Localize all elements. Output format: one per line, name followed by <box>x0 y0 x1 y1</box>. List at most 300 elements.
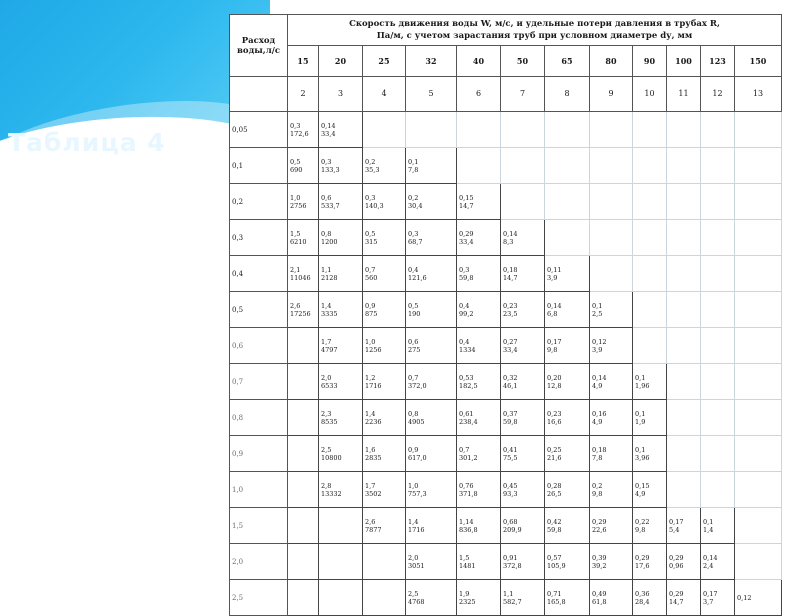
value-cell <box>545 328 590 364</box>
pressure-loss-value: 28,4 <box>635 597 650 606</box>
value-cell <box>501 508 545 544</box>
pressure-loss-value: 14,7 <box>459 201 474 210</box>
table-row <box>230 580 782 616</box>
pressure-loss-value: 1716 <box>408 525 425 534</box>
flow-rate-cell: 0,05 <box>230 112 288 148</box>
pressure-loss-value: 7,8 <box>592 453 603 462</box>
pressure-loss-value: 59,8 <box>547 525 562 534</box>
value-cell <box>545 436 590 472</box>
velocity-value: 0,1 <box>635 445 646 454</box>
table-row <box>230 328 782 364</box>
velocity-value: 2,5 <box>321 445 332 454</box>
pressure-loss-value: 2835 <box>365 453 382 462</box>
pressure-loss-value: 5,4 <box>669 525 680 534</box>
empty-cell <box>633 256 667 292</box>
velocity-value: 1,4 <box>321 301 332 310</box>
value-cell <box>319 472 363 508</box>
column-number-cell: 13 <box>735 77 782 112</box>
empty-cell <box>735 256 782 292</box>
velocity-value: 0,3 <box>290 121 301 130</box>
empty-cell <box>701 364 735 400</box>
pressure-loss-value: 371,8 <box>459 489 478 498</box>
table-row <box>230 256 782 292</box>
value-cell <box>545 508 590 544</box>
value-cell <box>406 220 457 256</box>
value-cell <box>406 472 457 508</box>
velocity-value: 0,11 <box>547 265 562 274</box>
empty-cell <box>667 292 701 328</box>
empty-cell <box>406 112 457 148</box>
pressure-loss-value: 121,6 <box>408 273 427 282</box>
pressure-loss-value: 3051 <box>408 561 425 570</box>
pressure-loss-value: 14,7 <box>669 597 684 606</box>
flow-rate-cell: 0,3 <box>230 220 288 256</box>
value-cell <box>457 220 501 256</box>
velocity-value: 0,2 <box>592 481 603 490</box>
value-cell <box>363 364 406 400</box>
value-cell <box>406 184 457 220</box>
value-cell <box>406 256 457 292</box>
value-cell <box>545 580 590 616</box>
pressure-loss-value: 4,9 <box>592 417 603 426</box>
value-cell <box>457 400 501 436</box>
velocity-value: 0,14 <box>703 553 718 562</box>
pressure-loss-value: 4797 <box>321 345 338 354</box>
value-cell <box>363 580 406 616</box>
velocity-value: 0,7 <box>365 265 376 274</box>
empty-cell <box>701 148 735 184</box>
empty-cell <box>735 508 782 544</box>
diameter-header-cell: 15 <box>288 46 319 77</box>
velocity-value: 0,37 <box>503 409 518 418</box>
pressure-loss-value: 39,2 <box>592 561 607 570</box>
column-number-row <box>230 77 782 112</box>
value-cell <box>701 544 735 580</box>
pressure-loss-value: 875 <box>365 309 378 318</box>
flow-rate-cell: 0,9 <box>230 436 288 472</box>
pressure-loss-value: 8535 <box>321 417 338 426</box>
velocity-value: 2,8 <box>321 481 332 490</box>
pressure-loss-value: 1334 <box>459 345 476 354</box>
velocity-value: 0,29 <box>592 517 607 526</box>
value-cell <box>633 508 667 544</box>
diameter-header-cell: 20 <box>319 46 363 77</box>
value-cell <box>457 328 501 364</box>
pressure-loss-value: 560 <box>365 273 378 282</box>
pressure-loss-value: 4,9 <box>592 381 603 390</box>
pressure-loss-value: 30,4 <box>408 201 423 210</box>
column-number-cell: 4 <box>363 77 406 112</box>
value-cell <box>319 148 363 184</box>
value-cell <box>363 508 406 544</box>
pressure-loss-value: 582,7 <box>503 597 522 606</box>
pressure-loss-value: 33,4 <box>459 237 474 246</box>
velocity-value: 0,3 <box>459 265 470 274</box>
velocity-value: 0,14 <box>547 301 562 310</box>
value-cell <box>457 508 501 544</box>
velocity-value: 0,20 <box>547 373 562 382</box>
value-cell <box>288 544 319 580</box>
velocity-value: 0,4 <box>459 301 470 310</box>
pressure-loss-value: 2,5 <box>592 309 603 318</box>
value-cell <box>701 508 735 544</box>
velocity-value: 0,28 <box>547 481 562 490</box>
velocity-value: 0,17 <box>669 517 684 526</box>
velocity-value: 2,5 <box>408 589 419 598</box>
value-cell <box>406 436 457 472</box>
pressure-loss-value: 372,0 <box>408 381 427 390</box>
pressure-loss-value: 1716 <box>365 381 382 390</box>
value-cell <box>288 184 319 220</box>
velocity-value: 0,8 <box>321 229 332 238</box>
value-cell <box>319 580 363 616</box>
value-cell <box>633 400 667 436</box>
table-title-line-2: Па/м, с учетом зарастания труб при условном диаметре dу, мм <box>376 31 693 41</box>
pressure-loss-value: 61,8 <box>592 597 607 606</box>
pressure-loss-value: 16,6 <box>547 417 562 426</box>
pressure-loss-value: 3335 <box>321 309 338 318</box>
pressure-loss-value: 21,6 <box>547 453 562 462</box>
empty-cell <box>735 400 782 436</box>
table-body <box>230 112 782 616</box>
value-cell <box>590 580 633 616</box>
value-cell <box>545 472 590 508</box>
pressure-loss-value: 3,9 <box>547 273 558 282</box>
value-cell <box>319 400 363 436</box>
value-cell <box>288 508 319 544</box>
pressure-loss-value: 17,6 <box>635 561 650 570</box>
empty-cell <box>667 400 701 436</box>
velocity-value: 0,3 <box>408 229 419 238</box>
empty-cell <box>701 472 735 508</box>
value-cell <box>363 436 406 472</box>
pressure-loss-value: 3,96 <box>635 453 650 462</box>
pressure-loss-value: 22,6 <box>592 525 607 534</box>
empty-cell <box>701 436 735 472</box>
flow-rate-cell: 0,4 <box>230 256 288 292</box>
empty-cell <box>667 184 701 220</box>
column-number-spacer <box>230 77 288 112</box>
velocity-value: 1,7 <box>365 481 376 490</box>
value-cell <box>363 544 406 580</box>
value-cell <box>501 400 545 436</box>
value-cell <box>501 436 545 472</box>
flow-rate-header: Расход воды,л/с <box>230 15 288 77</box>
empty-cell <box>735 364 782 400</box>
value-cell <box>590 364 633 400</box>
velocity-value: 0,29 <box>635 553 650 562</box>
velocity-value: 0,27 <box>503 337 518 346</box>
velocity-value: 0,14 <box>503 229 518 238</box>
pressure-loss-value: 133,3 <box>321 165 340 174</box>
velocity-value: 1,5 <box>290 229 301 238</box>
velocity-value: 0,76 <box>459 481 474 490</box>
empty-cell <box>735 472 782 508</box>
flow-rate-cell: 0,7 <box>230 364 288 400</box>
pressure-loss-value: 9,8 <box>547 345 558 354</box>
diameter-header-cell: 100 <box>667 46 701 77</box>
table-row <box>230 544 782 580</box>
diameter-header-cell: 65 <box>545 46 590 77</box>
value-cell <box>288 472 319 508</box>
diameter-header-row <box>230 46 782 77</box>
empty-cell <box>667 364 701 400</box>
value-cell <box>545 400 590 436</box>
empty-cell <box>735 292 782 328</box>
velocity-value: 0,36 <box>635 589 650 598</box>
column-number-cell: 8 <box>545 77 590 112</box>
empty-cell <box>590 220 633 256</box>
pressure-loss-value: 2756 <box>290 201 307 210</box>
velocity-value: 0,16 <box>592 409 607 418</box>
pressure-loss-value: 10800 <box>321 453 342 462</box>
velocity-value: 0,5 <box>365 229 376 238</box>
flow-rate-cell: 0,8 <box>230 400 288 436</box>
velocity-value: 0,17 <box>703 589 718 598</box>
pressure-loss-value: 1,96 <box>635 381 650 390</box>
velocity-value: 0,22 <box>635 517 650 526</box>
velocity-value: 0,39 <box>592 553 607 562</box>
pressure-loss-value: 7,8 <box>408 165 419 174</box>
empty-cell <box>667 220 701 256</box>
velocity-value: 0,23 <box>503 301 518 310</box>
value-cell <box>457 472 501 508</box>
empty-cell <box>545 184 590 220</box>
empty-cell <box>701 112 735 148</box>
pressure-loss-value: 190 <box>408 309 421 318</box>
column-number-cell: 11 <box>667 77 701 112</box>
value-cell <box>667 544 701 580</box>
pressure-loss-value: 6,8 <box>547 309 558 318</box>
value-cell <box>457 544 501 580</box>
velocity-value: 0,8 <box>408 409 419 418</box>
pressure-loss-value: 11046 <box>290 273 311 282</box>
value-cell <box>590 400 633 436</box>
pressure-loss-value: 99,2 <box>459 309 474 318</box>
flow-rate-cell: 2,5 <box>230 580 288 616</box>
velocity-value: 1,2 <box>365 373 376 382</box>
value-cell <box>501 580 545 616</box>
value-cell <box>363 472 406 508</box>
pressure-loss-value: 6533 <box>321 381 338 390</box>
empty-cell <box>735 220 782 256</box>
pressure-loss-value: 2128 <box>321 273 338 282</box>
pressure-loss-value: 59,8 <box>503 417 518 426</box>
value-cell <box>633 436 667 472</box>
velocity-value: 0,45 <box>503 481 518 490</box>
pressure-loss-value: 182,5 <box>459 381 478 390</box>
empty-cell <box>501 112 545 148</box>
flow-rate-cell: 1,5 <box>230 508 288 544</box>
velocity-value: 0,9 <box>365 301 376 310</box>
velocity-value: 0,1 <box>635 373 646 382</box>
velocity-value: 0,3 <box>365 193 376 202</box>
velocity-value: 0,68 <box>503 517 518 526</box>
pressure-loss-value: 93,3 <box>503 489 518 498</box>
value-cell <box>319 508 363 544</box>
velocity-value: 0,61 <box>459 409 474 418</box>
velocity-value: 1,6 <box>365 445 376 454</box>
empty-cell <box>667 256 701 292</box>
empty-cell <box>701 292 735 328</box>
empty-cell <box>633 112 667 148</box>
value-cell <box>288 292 319 328</box>
value-cell <box>319 292 363 328</box>
velocity-value: 2,6 <box>290 301 301 310</box>
value-cell <box>457 580 501 616</box>
value-cell <box>457 184 501 220</box>
pressure-loss-value: 26,5 <box>547 489 562 498</box>
column-number-cell: 10 <box>633 77 667 112</box>
pressure-loss-value: 35,3 <box>365 165 380 174</box>
value-cell <box>319 112 363 148</box>
pressure-loss-value: 105,9 <box>547 561 566 570</box>
value-cell <box>667 580 701 616</box>
value-cell <box>501 472 545 508</box>
table-row <box>230 220 782 256</box>
value-cell <box>406 364 457 400</box>
value-cell <box>545 256 590 292</box>
velocity-value: 1,9 <box>459 589 470 598</box>
value-cell <box>288 220 319 256</box>
pressure-loss-value: 8,3 <box>503 237 514 246</box>
empty-cell <box>501 148 545 184</box>
value-cell <box>501 256 545 292</box>
value-cell <box>590 472 633 508</box>
value-cell <box>501 328 545 364</box>
empty-cell <box>735 184 782 220</box>
velocity-value: 1,4 <box>408 517 419 526</box>
flow-rate-cell: 0,2 <box>230 184 288 220</box>
pressure-loss-value: 1256 <box>365 345 382 354</box>
empty-cell <box>735 328 782 364</box>
value-cell <box>406 400 457 436</box>
velocity-value: 0,15 <box>459 193 474 202</box>
value-cell <box>319 184 363 220</box>
diameter-header-cell: 50 <box>501 46 545 77</box>
pressure-loss-value: 46,1 <box>503 381 518 390</box>
empty-cell <box>545 220 590 256</box>
value-cell <box>667 508 701 544</box>
value-cell <box>406 148 457 184</box>
value-cell <box>319 364 363 400</box>
value-cell <box>633 364 667 400</box>
value-cell <box>457 292 501 328</box>
value-cell <box>406 580 457 616</box>
pressure-loss-value: 3,7 <box>703 597 714 606</box>
value-cell <box>288 112 319 148</box>
column-number-cell: 5 <box>406 77 457 112</box>
value-cell <box>363 256 406 292</box>
pressure-loss-value: 1,4 <box>703 525 714 534</box>
value-cell <box>590 436 633 472</box>
column-number-cell: 2 <box>288 77 319 112</box>
pressure-loss-value: 617,0 <box>408 453 427 462</box>
flow-rate-cell: 0,5 <box>230 292 288 328</box>
value-cell <box>735 580 782 616</box>
pressure-loss-value: 836,8 <box>459 525 478 534</box>
value-cell <box>501 220 545 256</box>
value-cell <box>590 328 633 364</box>
pressure-loss-value: 75,5 <box>503 453 518 462</box>
value-cell <box>501 292 545 328</box>
value-cell <box>501 544 545 580</box>
empty-cell <box>457 148 501 184</box>
pressure-loss-value: 13332 <box>321 489 342 498</box>
table-row <box>230 400 782 436</box>
table-row <box>230 148 782 184</box>
value-cell <box>288 580 319 616</box>
value-cell <box>288 328 319 364</box>
velocity-value: 2,6 <box>365 517 376 526</box>
value-cell <box>633 472 667 508</box>
velocity-value: 0,12 <box>737 593 752 602</box>
value-cell <box>406 544 457 580</box>
empty-cell <box>363 112 406 148</box>
pressure-loss-value: 23,5 <box>503 309 518 318</box>
velocity-value: 0,53 <box>459 373 474 382</box>
empty-cell <box>633 184 667 220</box>
diameter-header-cell: 80 <box>590 46 633 77</box>
table-row <box>230 508 782 544</box>
empty-cell <box>590 148 633 184</box>
velocity-value: 0,29 <box>669 589 684 598</box>
column-number-cell: 7 <box>501 77 545 112</box>
flow-rate-cell: 0,1 <box>230 148 288 184</box>
pressure-loss-value: 9,8 <box>635 525 646 534</box>
pressure-loss-value: 3,9 <box>592 345 603 354</box>
velocity-value: 0,4 <box>408 265 419 274</box>
empty-cell <box>667 112 701 148</box>
velocity-value: 1,0 <box>290 193 301 202</box>
velocity-value: 0,14 <box>592 373 607 382</box>
empty-cell <box>457 112 501 148</box>
velocity-value: 0,71 <box>547 589 562 598</box>
value-cell <box>457 436 501 472</box>
data-table-container <box>229 14 781 606</box>
value-cell <box>545 364 590 400</box>
velocity-value: 2,0 <box>321 373 332 382</box>
pressure-loss-value: 757,3 <box>408 489 427 498</box>
value-cell <box>406 508 457 544</box>
velocity-value: 0,41 <box>503 445 518 454</box>
pressure-loss-value: 4,9 <box>635 489 646 498</box>
table-row <box>230 184 782 220</box>
velocity-value: 0,29 <box>459 229 474 238</box>
flow-rate-cell: 0,6 <box>230 328 288 364</box>
pressure-loss-value: 6210 <box>290 237 307 246</box>
table-row <box>230 292 782 328</box>
pipe-flow-table <box>229 14 782 616</box>
value-cell <box>363 292 406 328</box>
diameter-header-cell: 90 <box>633 46 667 77</box>
pressure-loss-value: 315 <box>365 237 378 246</box>
velocity-value: 0,14 <box>321 121 336 130</box>
empty-cell <box>633 328 667 364</box>
velocity-value: 0,1 <box>635 409 646 418</box>
empty-cell <box>545 148 590 184</box>
velocity-value: 0,49 <box>592 589 607 598</box>
velocity-value: 0,7 <box>408 373 419 382</box>
pressure-loss-value: 533,7 <box>321 201 340 210</box>
value-cell <box>288 364 319 400</box>
pressure-loss-value: 165,8 <box>547 597 566 606</box>
velocity-value: 2,0 <box>408 553 419 562</box>
diameter-header-cell: 40 <box>457 46 501 77</box>
velocity-value: 0,7 <box>459 445 470 454</box>
diameter-header-cell: 150 <box>735 46 782 77</box>
value-cell <box>590 508 633 544</box>
